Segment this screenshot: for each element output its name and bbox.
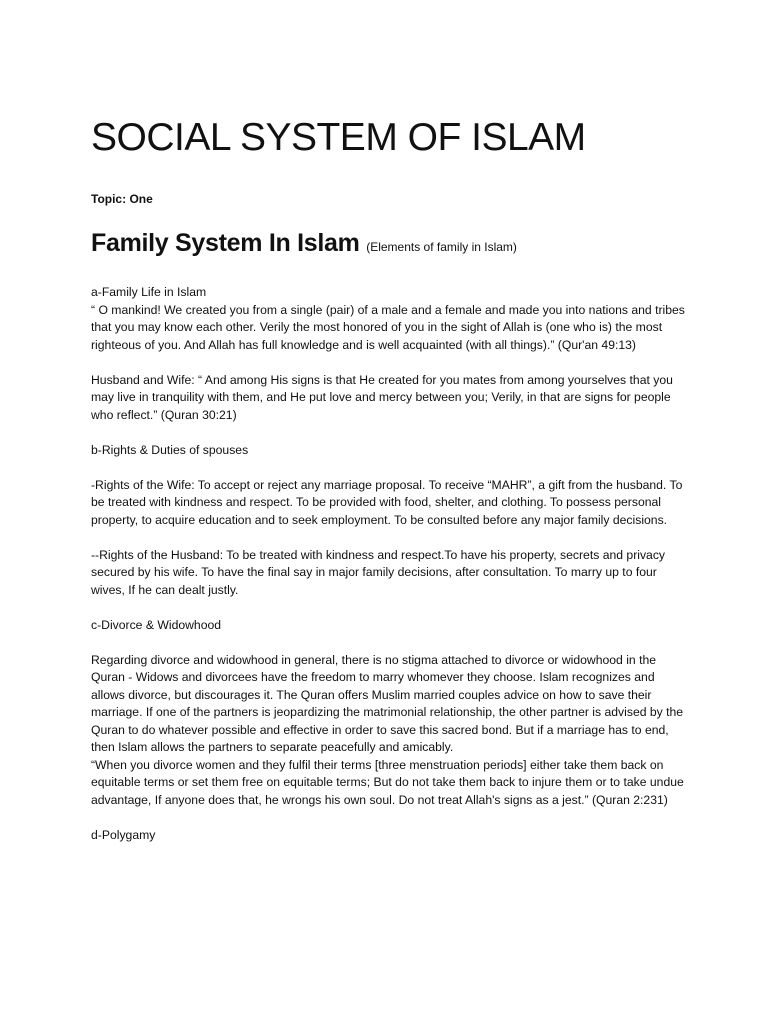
husband-wife-paragraph: Husband and Wife: “ And among His signs is that He created for you mates from among yourselves that you may live in tranquility with them, and He put love and mercy between you; Verily, in that are signs for people who reflect.” (Quran 30:21) — [91, 372, 673, 422]
heading-subtitle: (Elements of family in Islam) — [366, 240, 517, 254]
topic-label: Topic: One — [91, 192, 153, 206]
divorce-paragraph: Regarding divorce and widowhood in general, there is no stigma attached to divorce or widowhood in the Quran - Widows and divorcees have the freedom to marry whomever they choose. Islam recognizes and allows divorce, but discourages it. The Quran offers Muslim married couples advice on how to save their marriage. If one of the partners is jeopardizing the matrimonial relationship, the other partner is advised by the Quran to do whatever possible and effective in order to save this sacred bond. But if a marriage has to end, then Islam allows the partners to separate peacefully and amicably. — [91, 652, 684, 754]
rights-husband-paragraph: --Rights of the Husband: To be treated with kindness and respect.To have his property, secrets and privacy secured by his wife. To have the final say in major family decisions, after consultation. To marry up to four wives, If he can dealt justly. — [91, 547, 666, 597]
family-life-label: a-Family Life in Islam — [91, 285, 207, 299]
polygamy-label: d-Polygamy — [91, 827, 156, 842]
section-heading — [91, 229, 517, 258]
rights-duties-label: b-Rights & Duties of spouses — [91, 442, 249, 457]
document-body — [91, 284, 686, 862]
rights-wife-paragraph: -Rights of the Wife: To accept or reject any marriage proposal. To receive “MAHR”, a gift from the husband. To be treated with kindness and respect. To be provided with food, shelter, and clothing. To possess personal property, to acquire education and to seek employment. To be consulted before any major family decisions. — [91, 477, 683, 527]
document-title: SOCIAL SYSTEM OF ISLAM — [91, 116, 586, 159]
divorce-label: c-Divorce & Widowhood — [91, 617, 222, 632]
family-life-quote: “ O mankind! We created you from a single (pair) of a male and a female and made you into nations and tribes that you may know each other. Verily the most honored of you in the sight of Allah is (one who is) the most righteous of you. And Allah has full knowledge and is well acquainted (with all things).” (Qur'an 49:13) — [91, 302, 685, 352]
divorce-quote: “When you divorce women and they fulfil their terms [three menstruation periods] either take them back on equitable terms or set them free on equitable terms; But do not take them back to injure them or to take undue advantage, If anyone does that, he wrongs his own soul. Do not treat Allah's signs as a jest.” (Quran 2:231) — [91, 757, 684, 807]
heading-main-text: Family System In Islam — [91, 229, 360, 257]
